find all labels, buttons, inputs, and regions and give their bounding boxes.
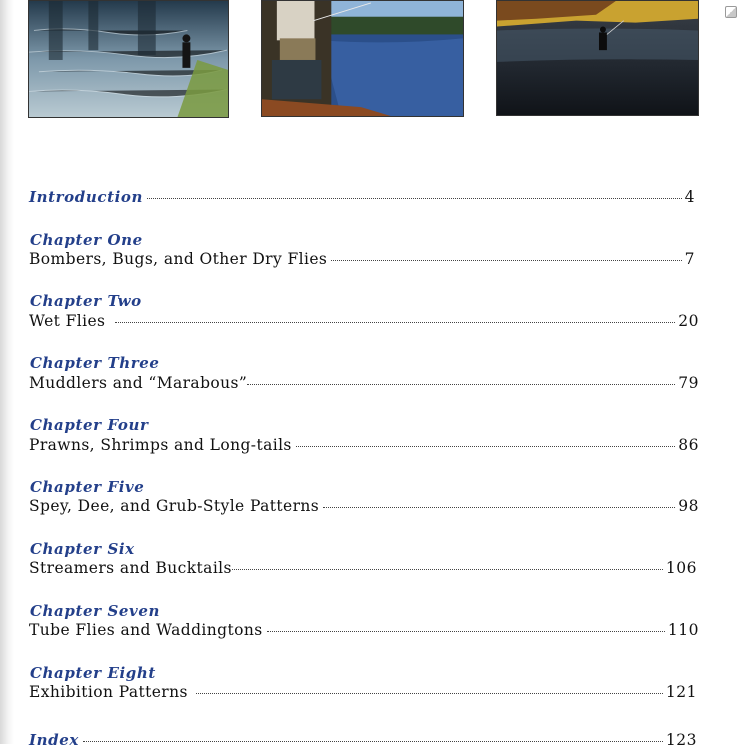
toc-entry-chapter-five[interactable] (29, 497, 699, 515)
dot-leader (115, 322, 675, 323)
toc-entry-chapter-eight[interactable] (29, 683, 697, 701)
page-edge-shadow (0, 0, 14, 744)
page-number: 79 (678, 374, 699, 392)
dot-leader (196, 693, 663, 694)
dot-leader (296, 446, 675, 447)
chapter-four-heading: Chapter Four (30, 416, 149, 434)
chapter-title: Exhibition Patterns (29, 683, 188, 701)
page-number: 121 (665, 683, 697, 701)
page-number: 123 (665, 731, 697, 749)
toc-entry-chapter-three[interactable] (29, 374, 699, 392)
index-heading: Index (29, 731, 79, 749)
chapter-three-heading: Chapter Three (30, 354, 160, 372)
photo-angler-in-canoe (261, 0, 464, 117)
chapter-five-heading: Chapter Five (30, 478, 145, 496)
page-number: 4 (684, 188, 695, 206)
chapter-six-heading: Chapter Six (30, 540, 135, 558)
chapter-title: Bombers, Bugs, and Other Dry Flies (29, 250, 328, 268)
page-number: 98 (678, 497, 699, 515)
toc-entry-chapter-two[interactable] (29, 312, 699, 330)
photo-angler-wading-reflections (28, 0, 229, 118)
toc-entry-introduction[interactable] (29, 188, 695, 206)
chapter-title: Spey, Dee, and Grub-Style Patterns (29, 497, 320, 515)
toc-entry-index[interactable] (29, 731, 697, 749)
chapter-title: Streamers and Bucktails (29, 559, 232, 577)
chapter-eight-heading: Chapter Eight (30, 664, 156, 682)
page-number: 20 (678, 312, 699, 330)
page-number: 86 (678, 436, 699, 454)
toc-entry-chapter-four[interactable] (29, 436, 699, 454)
photo-angler-river-dusk (496, 0, 699, 116)
page-number: 7 (684, 250, 695, 268)
toc-entry-chapter-six[interactable] (29, 559, 697, 577)
dot-leader (331, 260, 681, 261)
dot-leader (247, 384, 675, 385)
toc-entry-chapter-seven[interactable] (29, 621, 699, 639)
dot-leader (83, 741, 663, 742)
page-number: 110 (667, 621, 699, 639)
chapter-one-heading: Chapter One (30, 231, 143, 249)
chapter-two-heading: Chapter Two (30, 292, 142, 310)
chapter-title: Tube Flies and Waddingtons (29, 621, 263, 639)
dot-leader (323, 507, 675, 508)
dot-leader (232, 569, 663, 570)
chapter-title: Muddlers and “Marabous” (29, 374, 248, 392)
chapter-title: Wet Flies (29, 312, 106, 330)
introduction-heading: Introduction (29, 188, 144, 206)
page-number: 106 (665, 559, 697, 577)
toc-entry-chapter-one[interactable] (29, 250, 695, 268)
page-curl-icon[interactable] (725, 6, 737, 18)
dot-leader (267, 631, 665, 632)
chapter-seven-heading: Chapter Seven (30, 602, 160, 620)
dot-leader (147, 198, 682, 199)
chapter-title: Prawns, Shrimps and Long-tails (29, 436, 292, 454)
